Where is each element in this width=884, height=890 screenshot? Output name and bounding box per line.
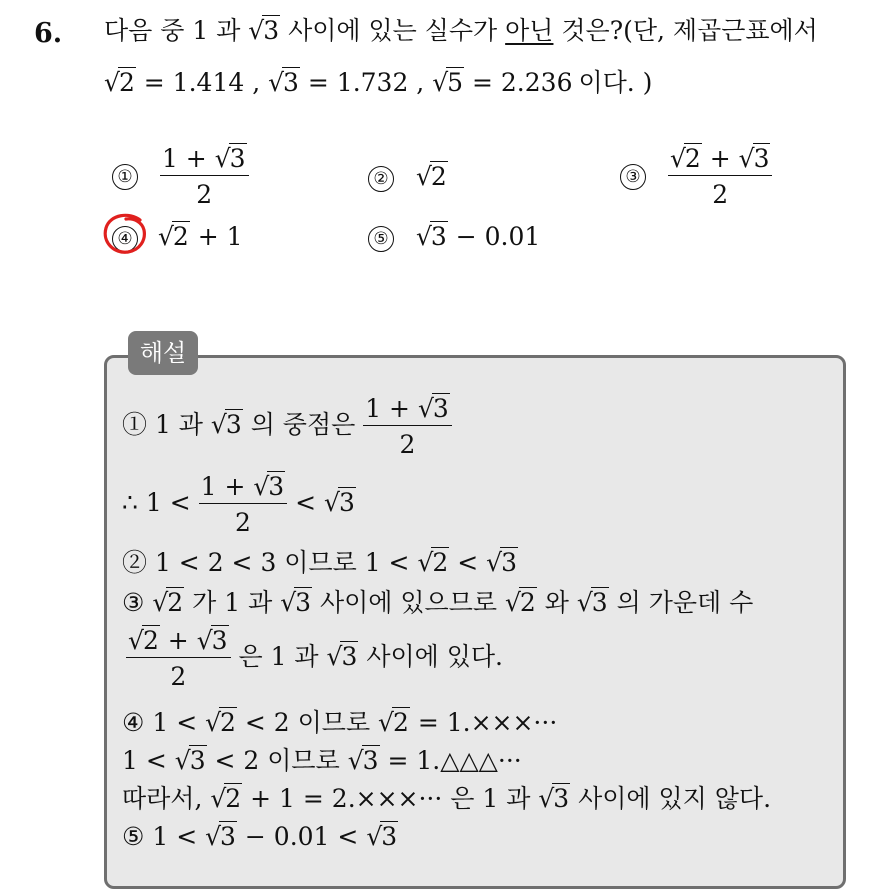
- fraction: $\frac{1 + √3}{2}$: [199, 474, 288, 535]
- solution-line-3: ② 1 < 2 < 3 이므로 1 < √2 < √3: [122, 548, 517, 577]
- choice-marker: ⑤: [368, 226, 394, 252]
- sqrt3: √3: [415, 222, 447, 251]
- solution-line-6: ④ 1 < √2 < 2 이므로 √2 = 1.×××···: [122, 708, 558, 737]
- fraction: $\frac{√2 + √3}{2}$: [668, 146, 773, 207]
- choice-text: − 0.01: [447, 222, 541, 251]
- choice-5[interactable]: [368, 224, 540, 252]
- solution-tag: 해설: [128, 331, 198, 375]
- underlined-word: 아닌: [505, 16, 554, 45]
- equation: = 1.732 ,: [299, 68, 433, 97]
- fraction: $\frac{1 + √3}{2}$: [363, 396, 452, 457]
- choice-text: + 1: [189, 222, 243, 251]
- solution-line-5: $\frac{√2 + √3}{2}$ 은 1 과 √3 사이에 있다.: [128, 626, 503, 691]
- solution-line-8: 따라서, √2 + 1 = 2.×××··· 은 1 과 √3 사이에 있지 않다.: [122, 784, 772, 813]
- question-text: 이다. ): [578, 68, 653, 97]
- choice-3[interactable]: [620, 146, 772, 207]
- equation: = 2.236: [464, 68, 573, 97]
- question-text: 것은?(단, 제곱근표에서: [553, 16, 818, 45]
- choice-marker: ④: [112, 226, 138, 252]
- solution-line-4: ③ √2 가 1 과 √3 사이에 있으므로 √2 와 √3 의 가운데 수: [122, 588, 754, 617]
- sqrt3: √3: [248, 16, 280, 45]
- sqrt5: √5: [432, 68, 464, 97]
- question-text: 다음 중 1 과: [104, 16, 249, 45]
- equation: = 1.414 ,: [135, 68, 269, 97]
- solution-line-2: ∴ 1 < $\frac{1 + √3}{2}$ < √3: [122, 472, 355, 537]
- solution-line-9: ⑤ 1 < √3 − 0.01 < √3: [122, 822, 398, 851]
- sqrt2: √2: [157, 222, 189, 251]
- choice-marker: ②: [368, 166, 394, 192]
- fraction: $\frac{√2 + √3}{2}$: [126, 628, 231, 689]
- question-text: 사이에 있는 실수가: [280, 16, 506, 45]
- fraction: $\frac{1 + √3}{2}$: [160, 146, 249, 207]
- choice-marker: ③: [620, 164, 646, 190]
- sqrt3: √3: [268, 68, 299, 97]
- question-number: 6.: [34, 18, 63, 49]
- choice-1[interactable]: [112, 146, 249, 207]
- choice-2[interactable]: [368, 164, 448, 192]
- sqrt2: √2: [104, 68, 135, 97]
- answer-mark-circle: [100, 210, 152, 258]
- solution-line-7: 1 < √3 < 2 이므로 √3 = 1.△△△···: [122, 746, 522, 775]
- sqrt2: √2: [415, 162, 447, 191]
- question-line-2: [104, 70, 652, 95]
- choice-marker: ①: [112, 164, 138, 190]
- solution-line-1: ① 1 과 √3 의 중점은 $\frac{1 + √3}{2}$: [122, 396, 452, 457]
- question-line-1: [104, 18, 818, 43]
